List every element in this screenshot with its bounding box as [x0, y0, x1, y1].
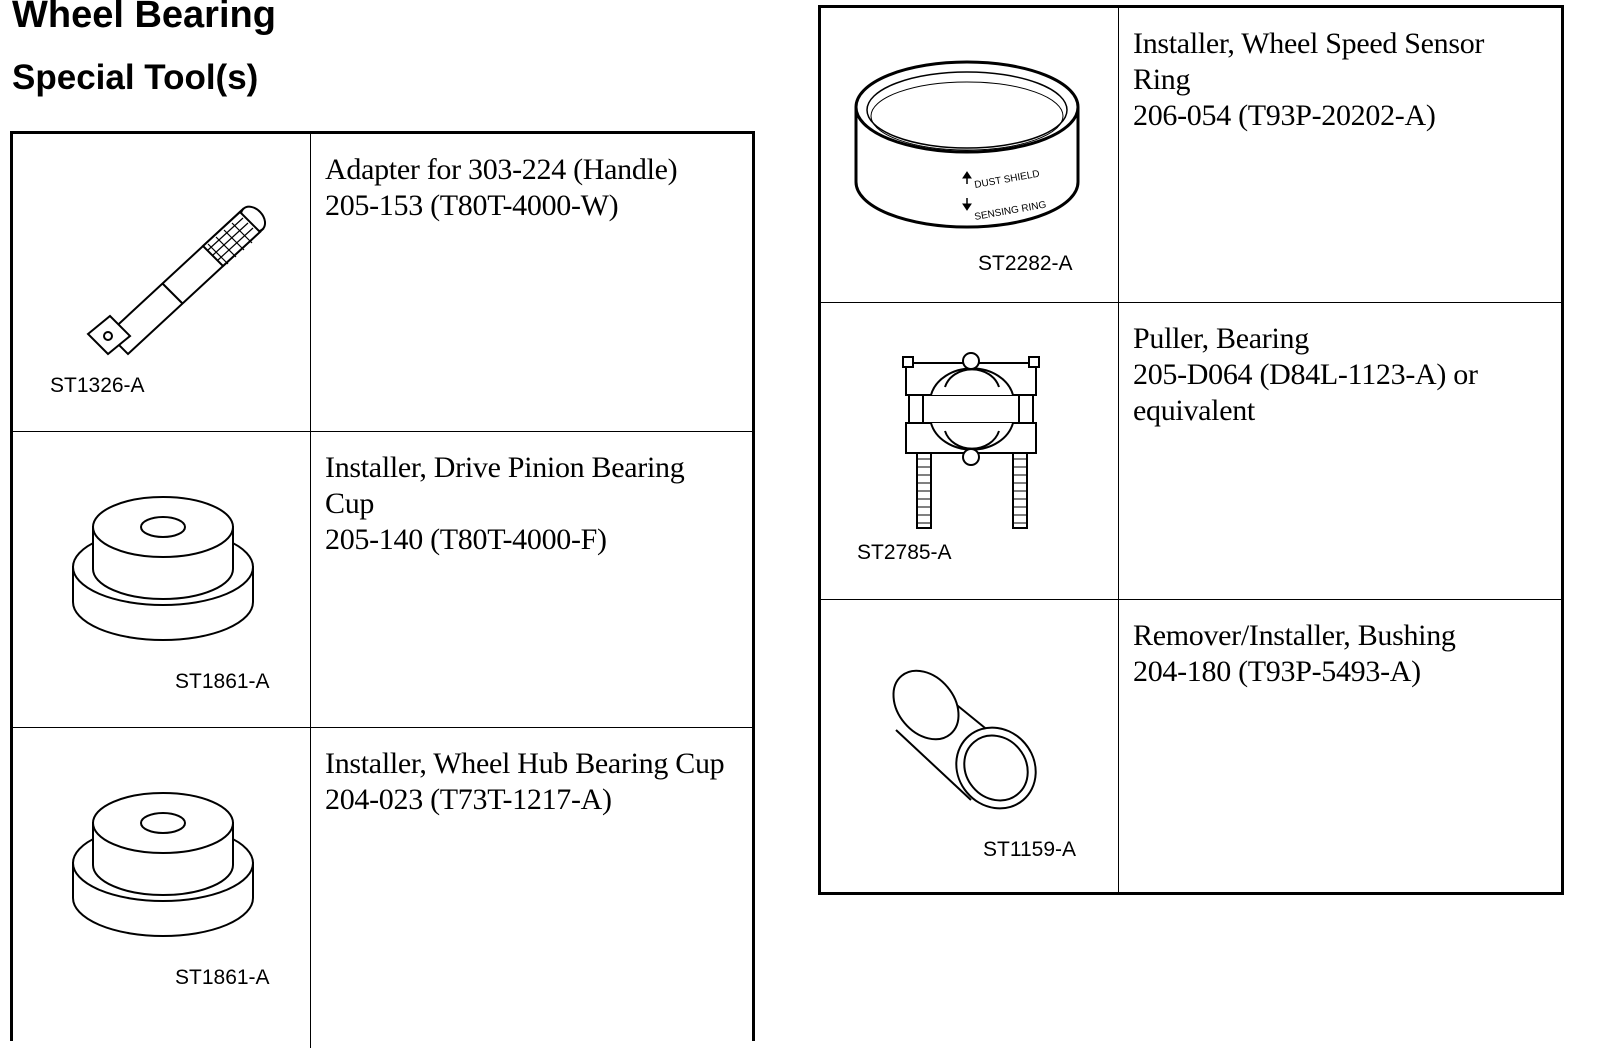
sensor-ring-installer-icon	[851, 52, 1083, 237]
tool-name: Installer, Wheel Speed Sensor	[1133, 27, 1485, 60]
dust-shield-label: DUST SHIELD	[973, 168, 1041, 191]
table-row	[13, 431, 752, 728]
section-subtitle: Special Tool(s)	[12, 58, 259, 97]
bushing-tool-icon	[886, 660, 1046, 820]
illustration-cell	[13, 134, 311, 431]
illustration-code: ST2282-A	[978, 252, 1073, 275]
sensing-ring-label: SENSING RING	[973, 199, 1048, 223]
tool-description-cell	[1119, 600, 1561, 893]
special-tools-table-right	[818, 5, 1564, 895]
tool-number: 205-140 (T80T-4000-F)	[325, 523, 607, 556]
illustration-cell	[13, 432, 311, 728]
illustration-code: ST1861-A	[175, 966, 270, 989]
illustration-cell	[821, 600, 1119, 893]
tool-number: 206-054 (T93P-20202-A)	[1133, 99, 1436, 132]
tool-number: 204-180 (T93P-5493-A)	[1133, 655, 1421, 688]
adapter-handle-icon	[68, 184, 278, 364]
special-tools-table-left	[10, 131, 755, 1041]
tool-name: Remover/Installer, Bushing	[1133, 619, 1456, 652]
illustration-cell	[13, 728, 311, 1048]
illustration-code: ST1326-A	[50, 374, 145, 397]
table-row	[13, 134, 752, 431]
tool-description-cell	[1119, 8, 1561, 302]
illustration-code: ST1861-A	[175, 670, 270, 693]
table-row	[821, 8, 1561, 302]
tool-name-continued: Cup	[325, 487, 375, 520]
tool-description-cell	[311, 134, 752, 431]
illustration-cell	[821, 8, 1119, 302]
illustration-code: ST2785-A	[857, 541, 952, 564]
tool-number: 205-153 (T80T-4000-W)	[325, 189, 619, 222]
table-row	[13, 727, 752, 1048]
tool-name: Adapter for 303-224 (Handle)	[325, 153, 678, 186]
tool-number: 205-D064 (D84L-1123-A) or	[1133, 358, 1478, 391]
tool-name: Puller, Bearing	[1133, 322, 1309, 355]
tool-name: Installer, Drive Pinion Bearing	[325, 451, 685, 484]
table-row	[821, 302, 1561, 600]
bearing-puller-icon	[901, 343, 1041, 533]
bearing-cup-installer-icon	[68, 783, 258, 943]
tool-description-cell	[311, 728, 752, 1048]
page-title: Wheel Bearing	[12, 0, 276, 36]
table-row	[821, 599, 1561, 893]
tool-number: 204-023 (T73T-1217-A)	[325, 783, 612, 816]
illustration-code: ST1159-A	[983, 838, 1076, 861]
illustration-cell	[821, 303, 1119, 600]
tool-description-cell	[311, 432, 752, 728]
tool-description-cell	[1119, 303, 1561, 600]
bearing-cup-installer-icon	[68, 487, 258, 647]
tool-name-continued: Ring	[1133, 63, 1191, 96]
tool-name: Installer, Wheel Hub Bearing Cup	[325, 747, 725, 780]
tool-equivalent-note: equivalent	[1133, 394, 1255, 427]
